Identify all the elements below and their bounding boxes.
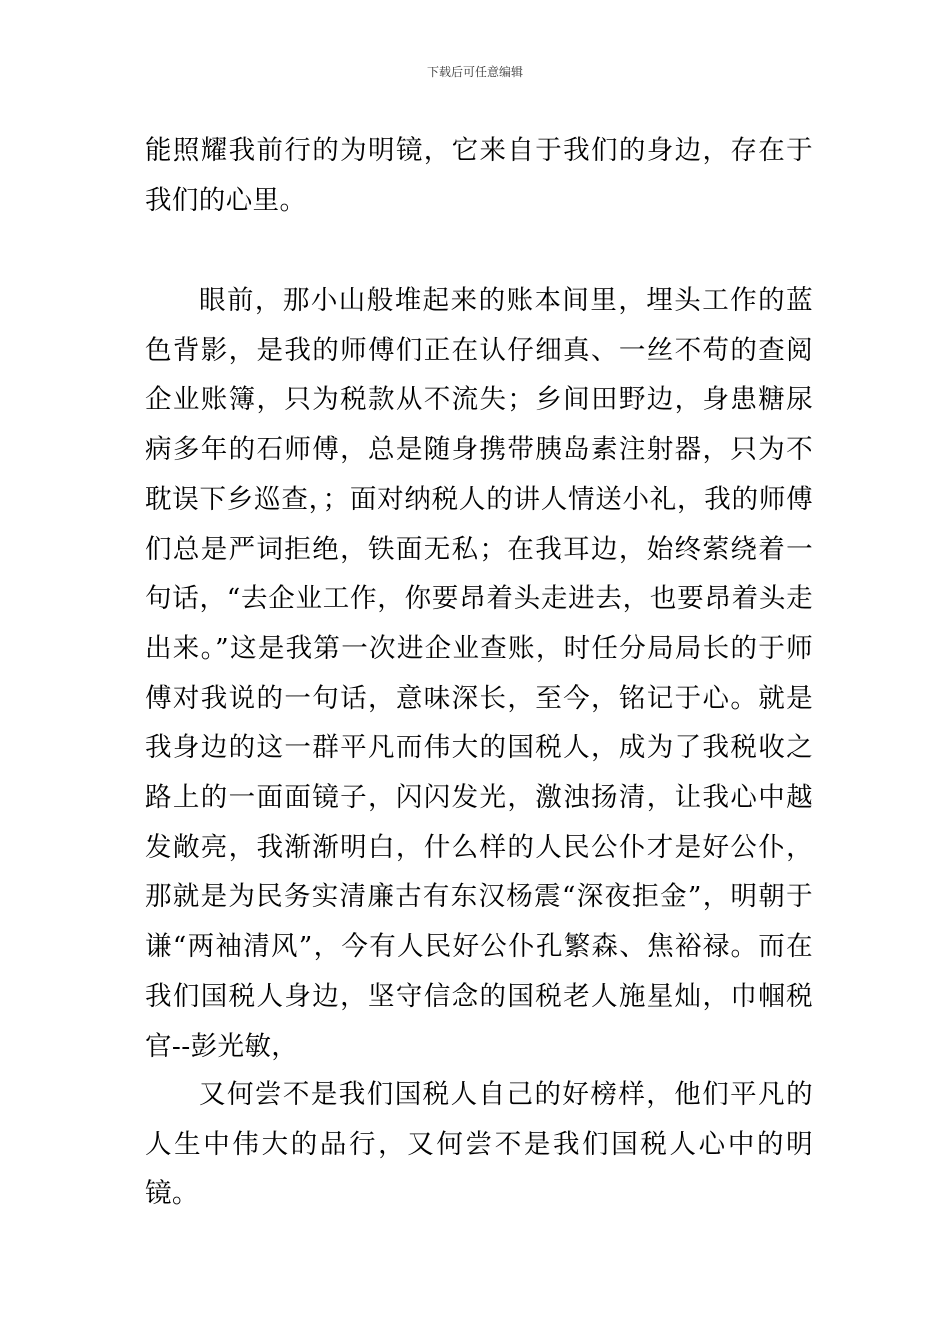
paragraph-2: 眼前，那小山般堆起来的账本间里，埋头工作的蓝色背影，是我的师傅们正在认仔细真、一丝不苟的查阅企业账簿，只为税款从不流失；乡间田野边，身患糖尿病多年的石师傅，总是随身携带胰岛素注射器，只为不耽误下乡巡查，；面对纳税人的讲人情送小礼，我的师傅们总是严词拒绝，铁面无私；在我耳边，始终萦绕着一句话，“去企业工作，你要昂着头走进去，也要昂着头走出来。”这是我第一次进企业查账，时任分局局长的于师傅对我说的一句话，意味深长，至今，铭记于心。就是我身边的这一群平凡而伟大的国税人，成为了我税收之路上的一面面镜子，闪闪发光，激浊扬清，让我心中越发敞亮，我渐渐明白，什么样的人民公仆才是好公仆，那就是为民务实清廉古有东汉杨震“深夜拒金”，明朝于谦“两袖清风”，今有人民好公仆孔繁森、焦裕禄。而在我们国税人身边，坚守信念的国税老人施星灿，巾帼税官--彭光敏， xyxy=(145,285,813,1062)
paragraph-3: 又何尝不是我们国税人自己的好榜样，他们平凡的人生中伟大的品行，又何尝不是我们国税人心中的明镜。 xyxy=(145,1079,813,1210)
paragraph-1: 能照耀我前行的为明镜，它来自于我们的身边，存在于我们的心里。 xyxy=(145,135,813,216)
page-header: 下载后可任意编辑 xyxy=(426,65,523,79)
